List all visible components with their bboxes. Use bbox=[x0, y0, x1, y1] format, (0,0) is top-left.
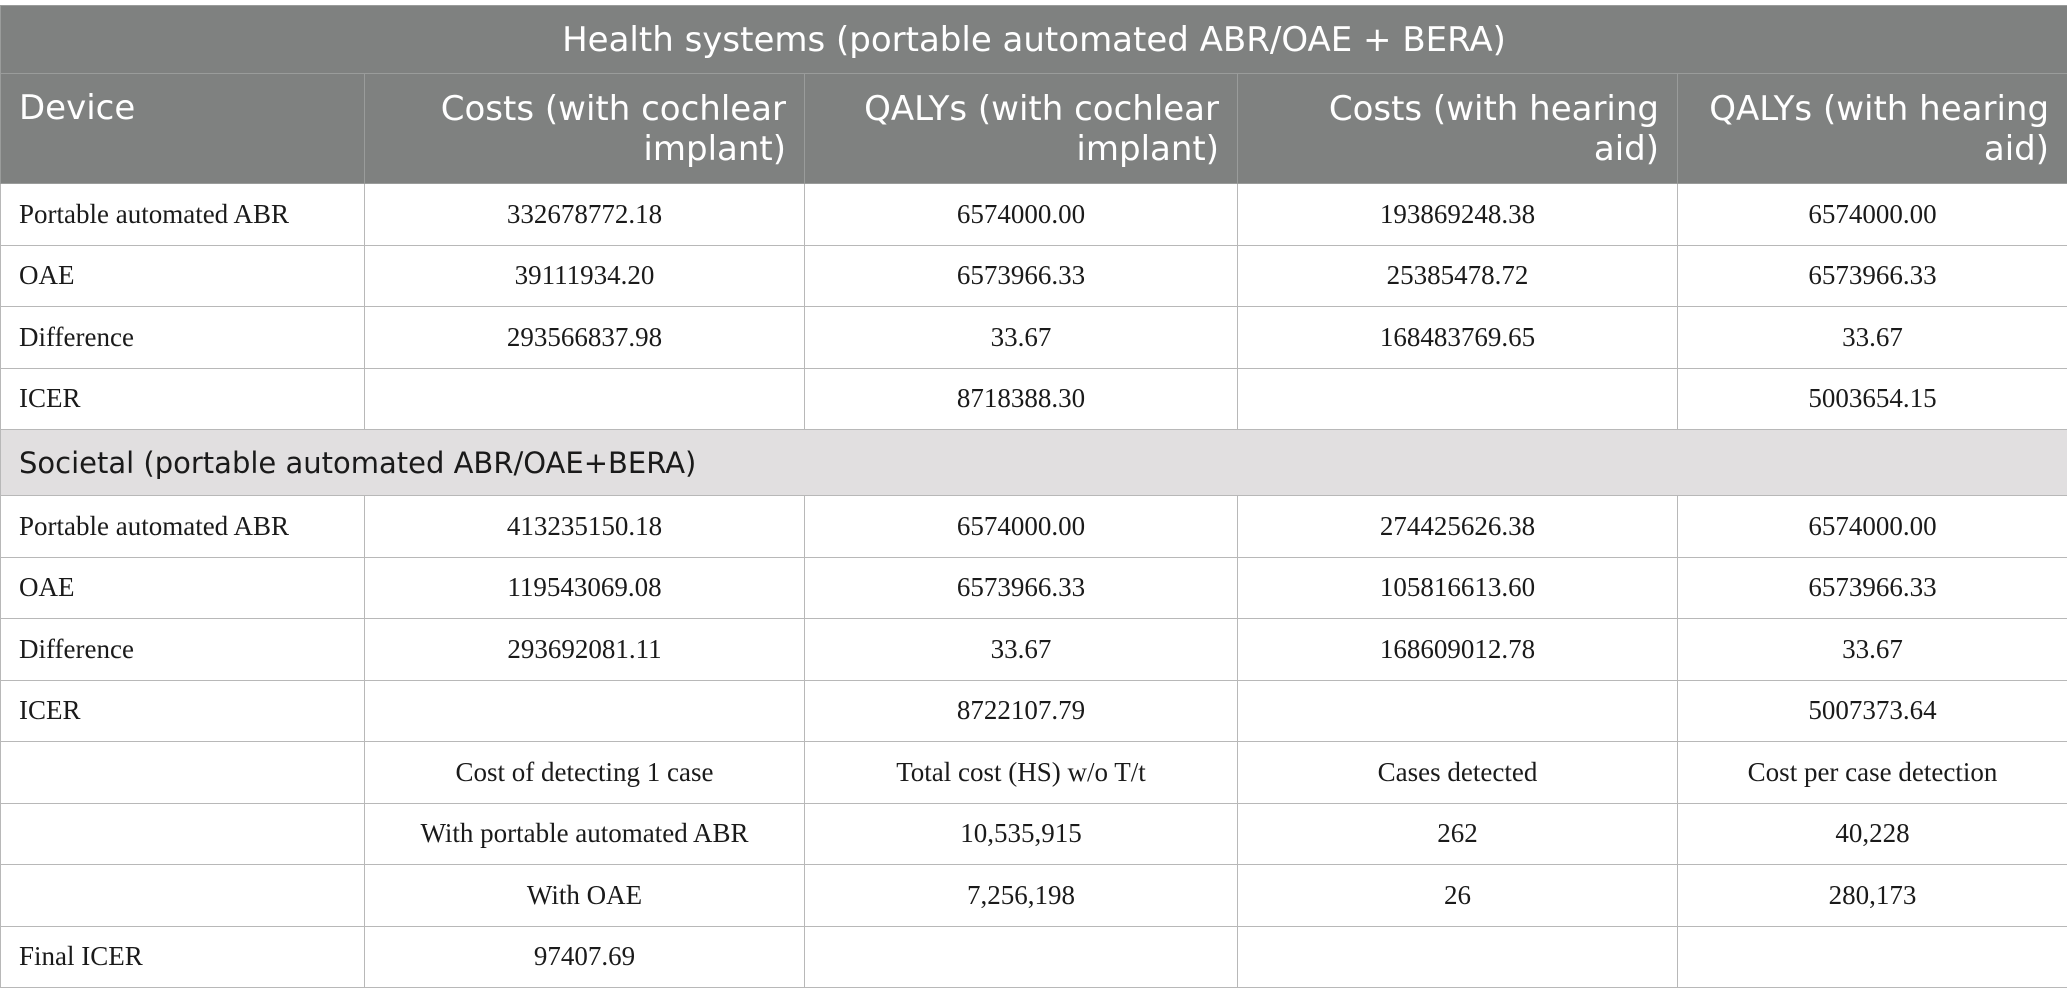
table-cell: 7,256,198 bbox=[805, 865, 1238, 927]
table-cell: 6573966.33 bbox=[1678, 245, 2067, 307]
table-cell: 168609012.78 bbox=[1238, 619, 1678, 681]
row-label: Final ICER bbox=[1, 926, 365, 988]
table-row bbox=[1, 245, 2067, 307]
row-label bbox=[1, 742, 365, 804]
table-row bbox=[1, 368, 2067, 430]
row-label: ICER bbox=[1, 368, 365, 430]
table-cell bbox=[1238, 368, 1678, 430]
table-cell: 33.67 bbox=[805, 307, 1238, 369]
table-cell: 6573966.33 bbox=[805, 557, 1238, 619]
table-cell: 40,228 bbox=[1678, 803, 2067, 865]
table-cell: 293566837.98 bbox=[365, 307, 805, 369]
table-cell: 26 bbox=[1238, 865, 1678, 927]
table-cell: 5007373.64 bbox=[1678, 680, 2067, 742]
section-label: Societal (portable automated ABR/OAE+BERA) bbox=[1, 430, 2067, 496]
table-cell: 8722107.79 bbox=[805, 680, 1238, 742]
table-cell: Cases detected bbox=[1238, 742, 1678, 804]
table-cell: 6574000.00 bbox=[1678, 184, 2067, 246]
table-cell: With portable automated ABR bbox=[365, 803, 805, 865]
table-cell: 8718388.30 bbox=[805, 368, 1238, 430]
table-cell bbox=[1238, 680, 1678, 742]
table-cell: Cost per case detection bbox=[1678, 742, 2067, 804]
table-cell: 6573966.33 bbox=[1678, 557, 2067, 619]
row-label: Difference bbox=[1, 619, 365, 681]
row-label: Portable automated ABR bbox=[1, 496, 365, 558]
table-cell bbox=[1678, 926, 2067, 988]
table-cell: 413235150.18 bbox=[365, 496, 805, 558]
table-title-row bbox=[1, 6, 2067, 74]
cost-effectiveness-table bbox=[0, 5, 2067, 988]
table-cell bbox=[805, 926, 1238, 988]
header-costs-hearing-aid: Costs (with hearing aid) bbox=[1238, 74, 1678, 184]
table-row bbox=[1, 680, 2067, 742]
table-cell: 262 bbox=[1238, 803, 1678, 865]
table-row bbox=[1, 926, 2067, 988]
table-row bbox=[1, 184, 2067, 246]
table-cell bbox=[1238, 926, 1678, 988]
header-qalys-cochlear: QALYs (with cochlear implant) bbox=[805, 74, 1238, 184]
table-row bbox=[1, 496, 2067, 558]
table-cell: 5003654.15 bbox=[1678, 368, 2067, 430]
table-cell: 6574000.00 bbox=[805, 184, 1238, 246]
row-label: OAE bbox=[1, 245, 365, 307]
table-cell: 119543069.08 bbox=[365, 557, 805, 619]
table-cell: 6574000.00 bbox=[1678, 496, 2067, 558]
table-cell: 33.67 bbox=[1678, 307, 2067, 369]
section-row bbox=[1, 430, 2067, 496]
table-cell: 6573966.33 bbox=[805, 245, 1238, 307]
table-row bbox=[1, 865, 2067, 927]
row-label bbox=[1, 803, 365, 865]
row-label: Portable automated ABR bbox=[1, 184, 365, 246]
table-cell bbox=[365, 680, 805, 742]
row-label: Difference bbox=[1, 307, 365, 369]
row-label: ICER bbox=[1, 680, 365, 742]
table-cell: 39111934.20 bbox=[365, 245, 805, 307]
table-row bbox=[1, 307, 2067, 369]
header-costs-cochlear: Costs (with cochlear implant) bbox=[365, 74, 805, 184]
table-row bbox=[1, 742, 2067, 804]
table-cell: Total cost (HS) w/o T/t bbox=[805, 742, 1238, 804]
table-cell: 97407.69 bbox=[365, 926, 805, 988]
table-cell bbox=[365, 368, 805, 430]
table-cell: Cost of detecting 1 case bbox=[365, 742, 805, 804]
table-cell: 293692081.11 bbox=[365, 619, 805, 681]
table-title: Health systems (portable automated ABR/OAE + BERA) bbox=[1, 6, 2067, 74]
header-device: Device bbox=[1, 74, 365, 184]
table-row bbox=[1, 803, 2067, 865]
table-cell: 193869248.38 bbox=[1238, 184, 1678, 246]
table-cell: 33.67 bbox=[1678, 619, 2067, 681]
table-cell: 280,173 bbox=[1678, 865, 2067, 927]
table-cell: 25385478.72 bbox=[1238, 245, 1678, 307]
table-cell: 274425626.38 bbox=[1238, 496, 1678, 558]
column-header-row bbox=[1, 74, 2067, 184]
table-cell: 6574000.00 bbox=[805, 496, 1238, 558]
table-cell: 332678772.18 bbox=[365, 184, 805, 246]
table-cell: With OAE bbox=[365, 865, 805, 927]
table-row bbox=[1, 619, 2067, 681]
table-cell: 33.67 bbox=[805, 619, 1238, 681]
header-qalys-hearing-aid: QALYs (with hearing aid) bbox=[1678, 74, 2067, 184]
table-cell: 168483769.65 bbox=[1238, 307, 1678, 369]
table-cell: 10,535,915 bbox=[805, 803, 1238, 865]
row-label bbox=[1, 865, 365, 927]
table-row bbox=[1, 557, 2067, 619]
row-label: OAE bbox=[1, 557, 365, 619]
table-cell: 105816613.60 bbox=[1238, 557, 1678, 619]
